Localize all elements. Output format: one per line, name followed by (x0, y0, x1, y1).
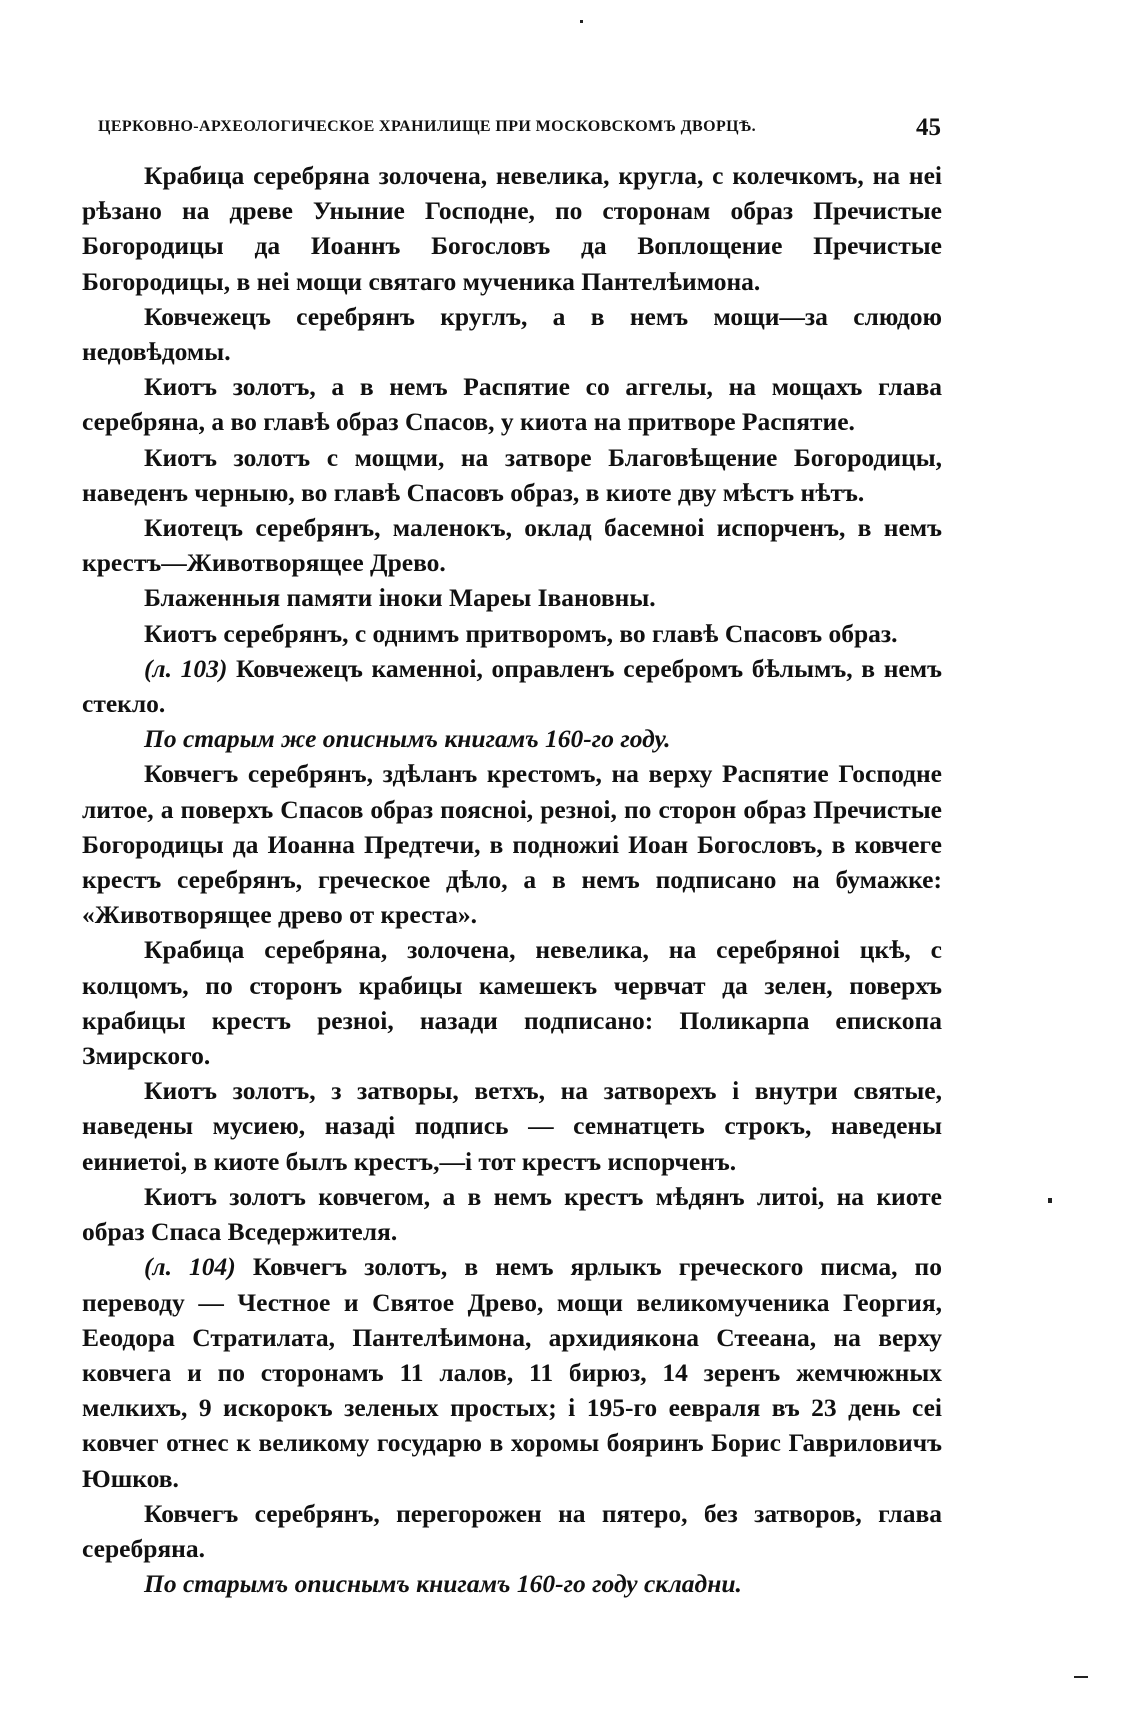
scan-speck (580, 20, 583, 23)
paragraph: Крабица серебряна золочена, невелика, кругла, с колечкомъ, на неі рѣзано на древе Уныние Господне, по сторонам образ Пречистые Богородицы да Иоаннъ Богословъ да Воплощение Пречистые Богородицы, в неі мощи святаго мученика Пантелѣимона. (82, 161, 942, 296)
scan-speck (1048, 1198, 1052, 1203)
running-head (98, 114, 941, 146)
paragraph: Киотъ золотъ, а в немъ Распятие со аггелы, на мощахъ глава серебряна, а во главѣ образ Спасов, у киота на притворе Распятие. (82, 372, 942, 437)
paragraph: Ковчегъ серебрянъ, перегорожен на пятеро, без затворов, глава серебряна. (82, 1498, 942, 1563)
body-text (82, 158, 942, 1601)
paragraph: Киотъ золотъ с мощми, на затворе Благовѣщение Богородицы, наведенъ черныю, во главѣ Спасовъ образ, в киоте дву мѣстъ нѣтъ. (82, 442, 942, 507)
paragraph: (л. 104) Ковчегъ золотъ, в немъ ярлыкъ греческого писма, по переводу — Честное и Святое Древо, мощи великомученика Георгия, Ееодора Стратилата, Пантелѣимона, архидиякона Стееана, на верху ковчега и по сторонамъ 11 лалов, 11 бирюз, 14 зеренъ жемчюжных мелкихъ, 9 искорокъ зеленых простых; і 195-го еевраля въ 23 день сеі ковчег отнес к великому государю в хоромы бояринъ Борис Гавриловичъ Юшков. (82, 1252, 942, 1493)
paragraph: Киотецъ серебрянъ, маленокъ, оклад басемноі испорченъ, в немъ крестъ—Животворящее Древо. (82, 513, 942, 578)
page-number: 45 (916, 114, 941, 141)
paragraph: Крабица серебряна, золочена, невелика, на серебряноі цкѣ, с колцомъ, по сторонъ крабицы камешекъ червчат да зелен, поверхъ крабицы крестъ резноі, назади подписано: Поликарпа епископа Змирского. (82, 935, 942, 1071)
running-title: ЦЕРКОВНО-АРХЕОЛОГИЧЕСКОЕ ХРАНИЛИЩЕ ПРИ МОСКОВСКОМЪ ДВОРЦѢ. (98, 118, 756, 135)
paragraph: (л. 103) Ковчежецъ каменноі, оправленъ серебромъ бѣлымъ, в немъ стекло. (82, 653, 942, 719)
paragraph: Ковчежецъ серебрянъ круглъ, а в немъ мощи—за слюдою недовѣдомы. (82, 301, 942, 367)
paragraph: Киотъ серебрянъ, с однимъ притворомъ, во главѣ Спасовъ образ. (144, 618, 898, 648)
folio-reference: (л. 103) (144, 653, 228, 683)
paragraph: Киотъ золотъ ковчегом, а в немъ крестъ мѣдянъ литоі, на киоте образ Спаса Вседержителя. (82, 1181, 942, 1247)
paragraph: Блаженныя памяти іноки Мареы Івановны. (144, 583, 656, 613)
paragraph: Киотъ золотъ, з затворы, ветхъ, на затворехъ і внутри святые, наведены мусиею, назаді подпись — семнатцеть строкъ, наведены еиниетоі, в киоте былъ крестъ,—і тот крестъ испорченъ. (82, 1076, 942, 1176)
folio-reference: (л. 104) (144, 1252, 236, 1282)
scan-speck (1074, 1676, 1088, 1678)
section-heading: По старым же описнымъ книгамъ 160-го году. (144, 724, 671, 754)
section-heading: По старымъ описнымъ книгамъ 160-го году складни. (144, 1569, 742, 1599)
paragraph: Ковчегъ серебрянъ, здѣланъ крестомъ, на верху Распятие Господне литое, а поверхъ Спасов образ поясноі, резноі, по сторон образ Пречистые Богородицы да Иоанна Предтечи, в подножиі Иоан Богословъ, в ковчеге крестъ серебрянъ, греческое дѣло, а в немъ подписано на бумажке: «Животворящее древо от креста». (82, 759, 942, 930)
